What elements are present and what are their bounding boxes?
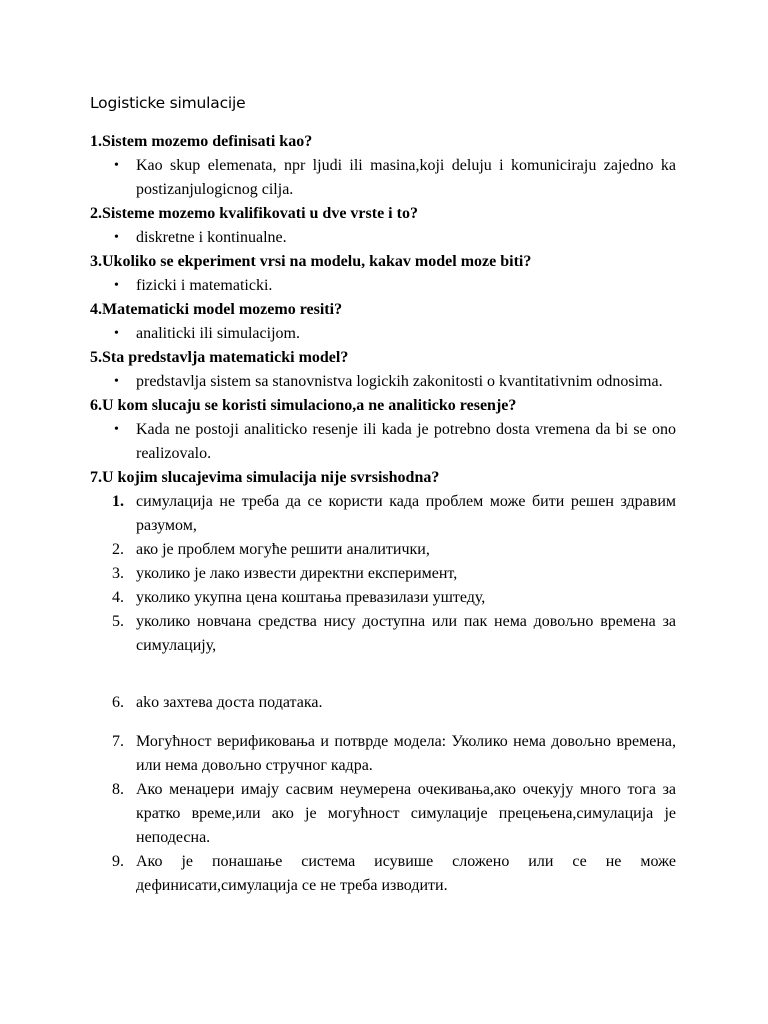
list-item [90,778,676,850]
list-number: 7. [112,733,124,750]
answer-list-4 [90,322,676,346]
list-text: уколико је лако извести директни експеримент, [136,565,458,582]
list-text: Могућност верификовања и потврде модела: Уколико нема довољно времена, или нема довољно стручног кадра. [136,733,676,774]
list-text: уколико укупна цена коштања превазилази уштеду, [136,589,486,606]
list-number: 3. [112,565,124,582]
answer-list-5 [90,370,676,394]
list-text: ако је проблем могуће решити аналитички, [136,541,430,558]
list-text: ako захтева доста података. [136,694,323,711]
answer-list-2 [90,226,676,250]
list-number: 4. [112,589,124,606]
question-7: 7.U kojim slucajevima simulacija nije svrsishodna? [90,469,440,486]
bullet-icon: • [114,374,119,389]
question-3: 3.Ukoliko se ekperiment vrsi na modelu, kakav model moze biti? [90,253,532,270]
question-6: 6.U kom slucaju se koristi simulaciono,a ne analiticko resenje? [90,397,517,414]
answer-text: diskretne i kontinualne. [136,229,287,246]
list-text: уколико новчана средства нису доступна или пак нема довољно времена за симулацију, [136,613,676,654]
list-number: 2. [112,541,124,558]
list-number: 9. [112,853,124,870]
question-1: 1.Sistem mozemo definisati kao? [90,133,313,150]
list-text: Ако је понашање система исувише сложено или се не може дефинисати,симулација се не треба изводити. [136,853,676,894]
bullet-icon: • [114,158,119,173]
document-title: Logisticke simulacije [90,94,246,112]
list-number: 8. [112,781,124,798]
list-number: 6. [112,694,124,711]
answer-text: Kada ne postoji analiticko resenje ili kada je potrebno dosta vremena da bi se ono realizovalo. [136,421,676,462]
answer-list-3 [90,274,676,298]
bullet-icon: • [114,422,119,437]
answer-item [90,274,676,298]
list-item [90,562,676,586]
question-2: 2.Sisteme mozemo kvalifikovati u dve vrste i to? [90,205,418,222]
list-text: Ако менаџери имају сасвим неумерена очекивања,ако очекују много тога за кратко време,или ако је могућност симулације прецењена,симулација је неподесна. [136,781,676,846]
list-item [90,691,676,715]
list-number: 5. [112,613,124,630]
list-text: симулација не треба да се користи када проблем може бити решен здравим разумом, [136,493,676,534]
answer-text: Kao skup elemenata, npr ljudi ili masina,koji deluju i komuniciraju zajedno ka postizanjulogicnog cilja. [136,157,676,198]
document-body [90,130,676,898]
list-item [90,850,676,898]
answer-list-1 [90,154,676,202]
bullet-icon: • [114,326,119,341]
list-item [90,610,676,658]
answer-text: fizicki i matematicki. [136,277,273,294]
answer-item [90,226,676,250]
answer-item [90,322,676,346]
list-item [90,730,676,778]
answer-item [90,418,676,466]
answer-item [90,154,676,202]
bullet-icon: • [114,278,119,293]
list-item [90,490,676,538]
list-item [90,538,676,562]
answer-text: analiticki ili simulacijom. [136,325,300,342]
numbered-list [90,490,676,898]
answer-list-6 [90,418,676,466]
answer-text: predstavlja sistem sa stanovnistva logickih zakonitosti o kvantitativnim odnosima. [136,373,663,390]
question-5: 5.Sta predstavlja matematicki model? [90,349,349,366]
answer-item [90,370,676,394]
bullet-icon: • [114,230,119,245]
question-4: 4.Matematicki model mozemo resiti? [90,301,343,318]
list-number: 1. [112,493,124,510]
list-item [90,586,676,610]
